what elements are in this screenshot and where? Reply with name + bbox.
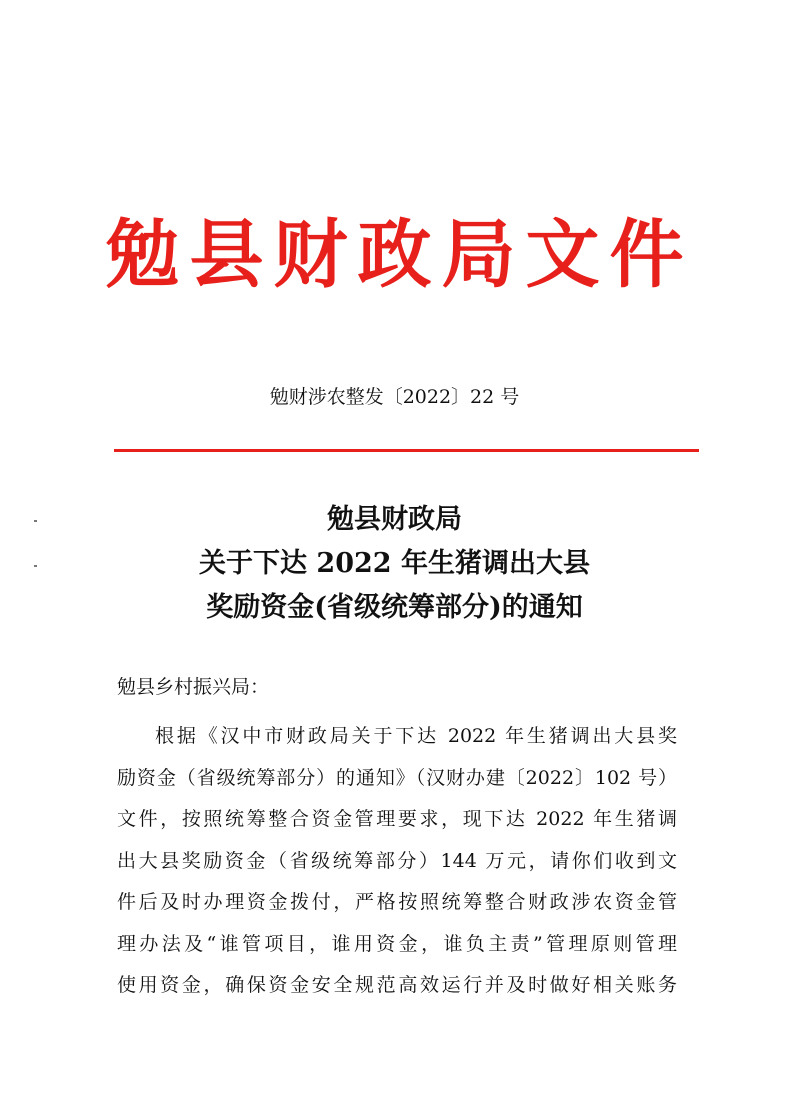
masthead-title: 勉县财政局文件 [105,212,694,298]
body-line: 使用资金，确保资金安全规范高效运行并及时做好相关账务 [117,974,677,996]
notice-title-line: 勉县财政局 [327,504,462,535]
notice-title-line: 关于下达 2022 年生猪调出大县 [199,548,590,579]
notice-title [0,498,789,630]
salutation: 勉县乡村振兴局： [117,676,270,698]
body-line: 文件，按照统筹整合资金管理要求，现下达 2022 年生猪调 [117,808,677,830]
body-line: 根据《汉中市财政局关于下达 2022 年生猪调出大县奖 [155,725,677,747]
body-line: 理办法及“谁管项目，谁用资金，谁负主责”管理原则管理 [117,932,677,955]
notice-title-line: 奖励资金(省级统筹部分)的通知 [206,592,583,623]
body-line: 出大县奖励资金（省级统筹部分）144 万元，请你们收到文 [117,849,677,872]
body-line: 件后及时办理资金拨付，严格按照统筹整合财政涉农资金管 [117,891,677,913]
scan-speck [34,520,37,522]
body-paragraph [117,716,677,1007]
body-line: 励资金（省级统筹部分）的通知》（汉财办建〔2022〕102 号） [117,766,677,789]
scan-speck [34,565,37,567]
document-number: 勉财涉农整发〔2022〕22 号 [269,386,520,408]
red-separator-rule [114,449,699,452]
